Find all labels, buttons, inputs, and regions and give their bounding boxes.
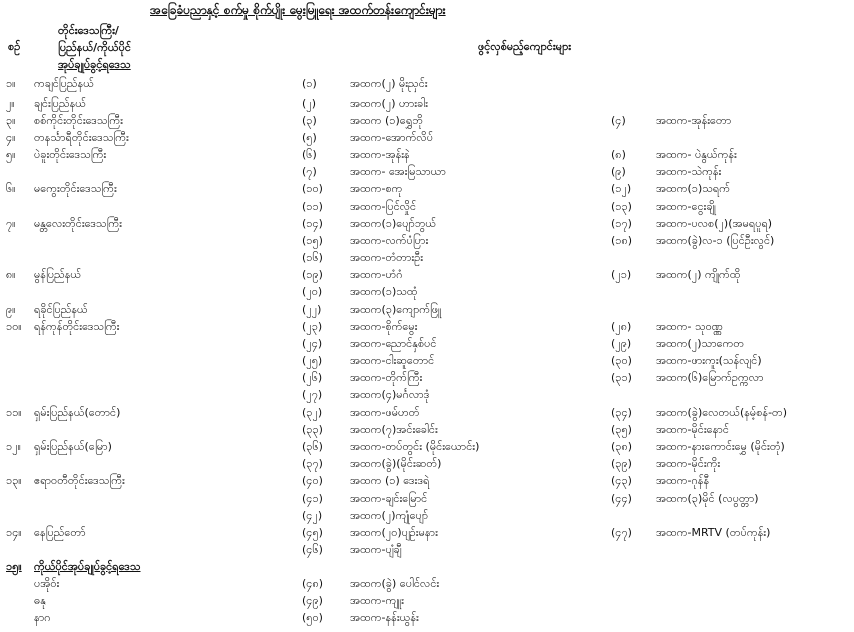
school-name: အထက-သဲကုန်း (656, 165, 722, 178)
table-row (0, 200, 854, 217)
school-name: အထက-ဂုန်နီ (656, 474, 710, 487)
school-number: (၄၀) (302, 474, 323, 487)
row-region: ဧရာဝတီတိုင်းဒေသကြီး (34, 474, 125, 487)
row-region: နေပြည်တော် (34, 526, 86, 539)
school-name: အထက-MRTV (တပ်ကုန်း) (656, 526, 771, 539)
school-name: အထက(ခွဲ) ပေါင်လင်း (350, 577, 440, 590)
header-region-line3: အုပ်ချုပ်ခွင့်ရဒေသ (58, 58, 131, 71)
school-name: အထက-ကျူး (350, 594, 404, 607)
school-number: (၃၈) (611, 440, 633, 453)
school-name: အထက-ဟံဂံ (350, 268, 403, 281)
row-number: ၃။ (6, 114, 16, 127)
school-number: (၂၉) (611, 337, 632, 350)
school-name: အထက- ပဲနွယ်ကုန်း (656, 148, 737, 161)
school-number: (၄၉) (302, 594, 323, 607)
row-number: ၆။ (6, 182, 16, 195)
table-row (0, 526, 854, 543)
row-number: ၁၂။ (6, 440, 21, 453)
school-number: (၃) (302, 114, 317, 127)
school-name: အထက-စကု (350, 182, 403, 195)
school-number: (၂၁) (611, 268, 632, 281)
school-name: အထက (၁)ရွှေဘို (350, 114, 423, 127)
row-number: ၁၃။ (6, 474, 22, 487)
table-row (0, 371, 854, 388)
school-name: အထက(၇)အင်းခေါင်း (350, 423, 438, 436)
school-number: (၅) (302, 131, 317, 144)
table-row (0, 509, 854, 526)
school-number: (၃၅) (611, 423, 632, 436)
school-name: အထက(၂) ဟားခါး (350, 97, 428, 110)
school-number: (၃၇) (302, 457, 323, 470)
school-number: (၃၃) (302, 423, 323, 436)
school-name: အထက-ငါးဆူတောင် (350, 354, 435, 367)
school-name: အထက- အေးမြသာယာ (350, 165, 446, 178)
school-name: အထက(၂)သာကေတ (656, 337, 745, 350)
table-row (0, 268, 854, 285)
school-name: အထက-မိုင်းနောင် (656, 423, 729, 436)
school-name: အထက-တပ်တွင်း (မိုင်းယောင်း) (350, 440, 480, 453)
school-name: အထက-နန်းယွန်း (350, 611, 419, 624)
school-number: (၅၀) (302, 611, 323, 624)
school-name: အထက-ပလစ(၂)(အမရပူရ) (656, 217, 773, 230)
school-name: အထက-တိုက်ကြီး (350, 371, 423, 384)
school-number: (၂၇) (302, 388, 323, 401)
table-row (0, 251, 854, 268)
school-number: (၁၇) (611, 217, 632, 230)
school-name: အထက(၁)သထုံ (350, 285, 418, 298)
school-name: အထက-အုန်းနဲ (350, 148, 410, 161)
row-region: မကွေးတိုင်းဒေသကြီး (34, 182, 117, 195)
school-number: (၁၉) (302, 268, 323, 281)
school-name: အထက (၁) ဒေးဒရဲ (350, 474, 430, 487)
school-number: (၁၆) (302, 251, 323, 264)
school-name: အထက-ဖားကူး(သန်လျင်) (656, 354, 762, 367)
table-row (0, 457, 854, 474)
row-region: နာဂ (34, 611, 51, 624)
school-number: (၃၀) (611, 354, 632, 367)
table-row (0, 406, 854, 423)
table-row (0, 182, 854, 199)
row-region: ပဲခူးတိုင်းဒေသကြီး (34, 148, 107, 161)
row-region: မွန်ပြည်နယ် (34, 268, 82, 281)
school-name: အထက-အောက်လိပ် (350, 131, 433, 144)
row-number: ၂။ (6, 97, 15, 110)
table-row (0, 320, 854, 337)
school-name: အထက-မိုင်းကိုး (656, 457, 721, 470)
school-name: အထက(ခွဲ)(မိုင်းဆတ်) (350, 457, 442, 470)
row-region: ရှမ်းပြည်နယ်(တောင်) (34, 406, 121, 419)
table-row (0, 474, 854, 491)
school-number: (၃၄) (611, 406, 632, 419)
school-number: (၄) (611, 114, 626, 127)
header-number: စဉ် (8, 40, 21, 53)
table-row (0, 594, 854, 611)
school-number: (၂၃) (302, 320, 323, 333)
school-name: အထက(ခွဲ)လ-၁ (ပြင်ဦးလွင်) (656, 234, 775, 247)
school-name: အထက-ချင်းမြောင် (350, 492, 428, 505)
school-number: (၂၆) (302, 371, 323, 384)
school-name: အထက(၂)ကျုံပျော် (350, 509, 429, 522)
school-name: အထက(၂၀)ပျဉ်းမနား (350, 526, 438, 539)
row-number: ၁၄။ (6, 526, 22, 539)
table-row (0, 611, 854, 628)
school-number: (၄၄) (611, 492, 632, 505)
school-name: အထက-ငွေးချို (656, 200, 716, 213)
school-number: (၄၅) (302, 526, 323, 539)
school-number: (၉) (611, 165, 626, 178)
table-row (0, 440, 854, 457)
school-name: အထက- သုဝဏ္ဏ (656, 320, 723, 333)
table-row (0, 77, 854, 94)
school-number: (၂၀) (302, 285, 323, 298)
school-name: အထက-ပြင်လှိုင် (350, 200, 417, 213)
school-number: (၁၂) (611, 182, 632, 195)
row-region: ဓနု (34, 594, 46, 607)
school-name: အထက-အုန်းတော (656, 114, 732, 127)
school-number: (၄၈) (302, 577, 324, 590)
row-number: ၇။ (6, 217, 16, 230)
header-region-line2: ပြည်နယ်/ကိုယ်ပိုင် (58, 41, 131, 54)
row-number: ၁၀။ (6, 320, 22, 333)
table-row (0, 97, 854, 114)
school-name: အထက-လက်ပံပြား (350, 234, 429, 247)
school-number: (၁၁) (302, 200, 323, 213)
header-schools: ဖွင့်လှစ်မည့်ကျောင်းများ (478, 40, 572, 53)
school-number: (၁၅) (302, 234, 323, 247)
table-row (0, 165, 854, 182)
school-name: အထက(၁)သရက် (656, 182, 730, 195)
school-name: အထက-စိုက်မွေး (350, 320, 418, 333)
row-region: မန္တလေးတိုင်းဒေသကြီး (34, 217, 122, 230)
school-number: (၁၀) (302, 182, 323, 195)
school-number: (၂၂) (302, 303, 322, 316)
school-number: (၈) (611, 148, 626, 161)
table-row (0, 234, 854, 251)
row-region: ကိုယ်ပိုင်အုပ်ချုပ်ခွင့်ရဒေသ (34, 560, 141, 573)
school-number: (၃၉) (611, 457, 632, 470)
table-row (0, 303, 854, 320)
row-number: ၉။ (6, 303, 16, 316)
row-number: ၅။ (6, 148, 16, 161)
school-number: (၂) (302, 97, 316, 110)
school-name: အထက(၆)မြောက်ဥက္ကလာ (656, 371, 764, 384)
row-region: ချင်းပြည်နယ် (34, 97, 86, 110)
table-row (0, 114, 854, 131)
table-row (0, 423, 854, 440)
school-name: အထက(၃)မိုင် (လပွတ္တာ) (656, 492, 759, 505)
school-number: (၁၃) (611, 200, 632, 213)
school-number: (၂၈) (611, 320, 632, 333)
table-row (0, 492, 854, 509)
school-number: (၁၈) (611, 234, 633, 247)
school-name: အထက(၁)ပျော်ဘွယ် (350, 217, 437, 230)
school-number: (၄၂) (302, 509, 323, 522)
document-title: အခြေခံပညာနှင့် စက်မှု စိုက်ပျိုး မွေးမြူရေး အထက်တန်းကျောင်းများ (150, 3, 446, 17)
school-name: အထက(ခွဲ)လေတယ်(နမ့်စန်-တ) (656, 406, 788, 419)
school-number: (၆) (302, 148, 317, 161)
school-name: အထက(၂) ကျိုက်ထို (656, 268, 741, 281)
row-number: ၄။ (6, 131, 16, 144)
table-row (0, 560, 854, 577)
school-number: (၄၃) (611, 474, 632, 487)
row-region: ရှမ်းပြည်နယ်(မြော) (34, 440, 112, 453)
school-number: (၁၄) (302, 217, 323, 230)
table-row (0, 543, 854, 560)
school-number: (၁) (302, 77, 317, 90)
row-number: ၈။ (6, 268, 16, 281)
table-row (0, 354, 854, 371)
school-number: (၃၆) (302, 440, 323, 453)
school-number: (၂၄) (302, 337, 323, 350)
row-region: ရခိုင်ပြည်နယ် (34, 303, 88, 316)
school-number: (၃၂) (302, 406, 323, 419)
row-number: ၁။ (6, 77, 16, 90)
table-row (0, 388, 854, 405)
row-region: စစ်ကိုင်းတိုင်းဒေသကြီး (34, 114, 123, 127)
row-number: ၁၁။ (6, 406, 22, 419)
school-name: အထက-နားကောင်းမွှေ (မိုင်းတုံ) (656, 440, 785, 453)
school-number: (၃၁) (611, 371, 632, 384)
school-number: (၄၇) (611, 526, 632, 539)
school-name: အထက-ဖမ်ဟတ် (350, 406, 420, 419)
table-row (0, 148, 854, 165)
header-region (58, 22, 131, 73)
school-name: အထက(၄)မင်္ဂလာဒုံ (350, 388, 430, 401)
school-number: (၄၆) (302, 543, 323, 556)
row-region: တနင်္သာရီတိုင်းဒေသကြီး (34, 131, 129, 144)
row-region: ကချင်ပြည်နယ် (34, 77, 94, 90)
school-name: အထက(၃)ကျောက်ဖြူ (350, 303, 442, 316)
row-number: ၁၅။ (6, 560, 22, 573)
school-name: အထက(၂) မိုးညှင်း (350, 77, 428, 90)
school-number: (၂၅) (302, 354, 323, 367)
table-row (0, 577, 854, 594)
school-number: (၇) (302, 165, 317, 178)
row-region: ရန်ကုန်တိုင်းဒေသကြီး (34, 320, 120, 333)
table-row (0, 285, 854, 302)
row-region: ပအိုဝ်း (34, 577, 60, 590)
table-row (0, 337, 854, 354)
header-region-line1: တိုင်းဒေသကြီး/ (58, 24, 119, 37)
table-row (0, 217, 854, 234)
school-number: (၄၁) (302, 492, 323, 505)
table-row (0, 131, 854, 148)
school-name: အထက-ညောင်နှစ်ပင် (350, 337, 437, 350)
school-name: အထက-တံတားဦး (350, 251, 424, 264)
school-name: အထက-ပျံချီ (350, 543, 402, 556)
